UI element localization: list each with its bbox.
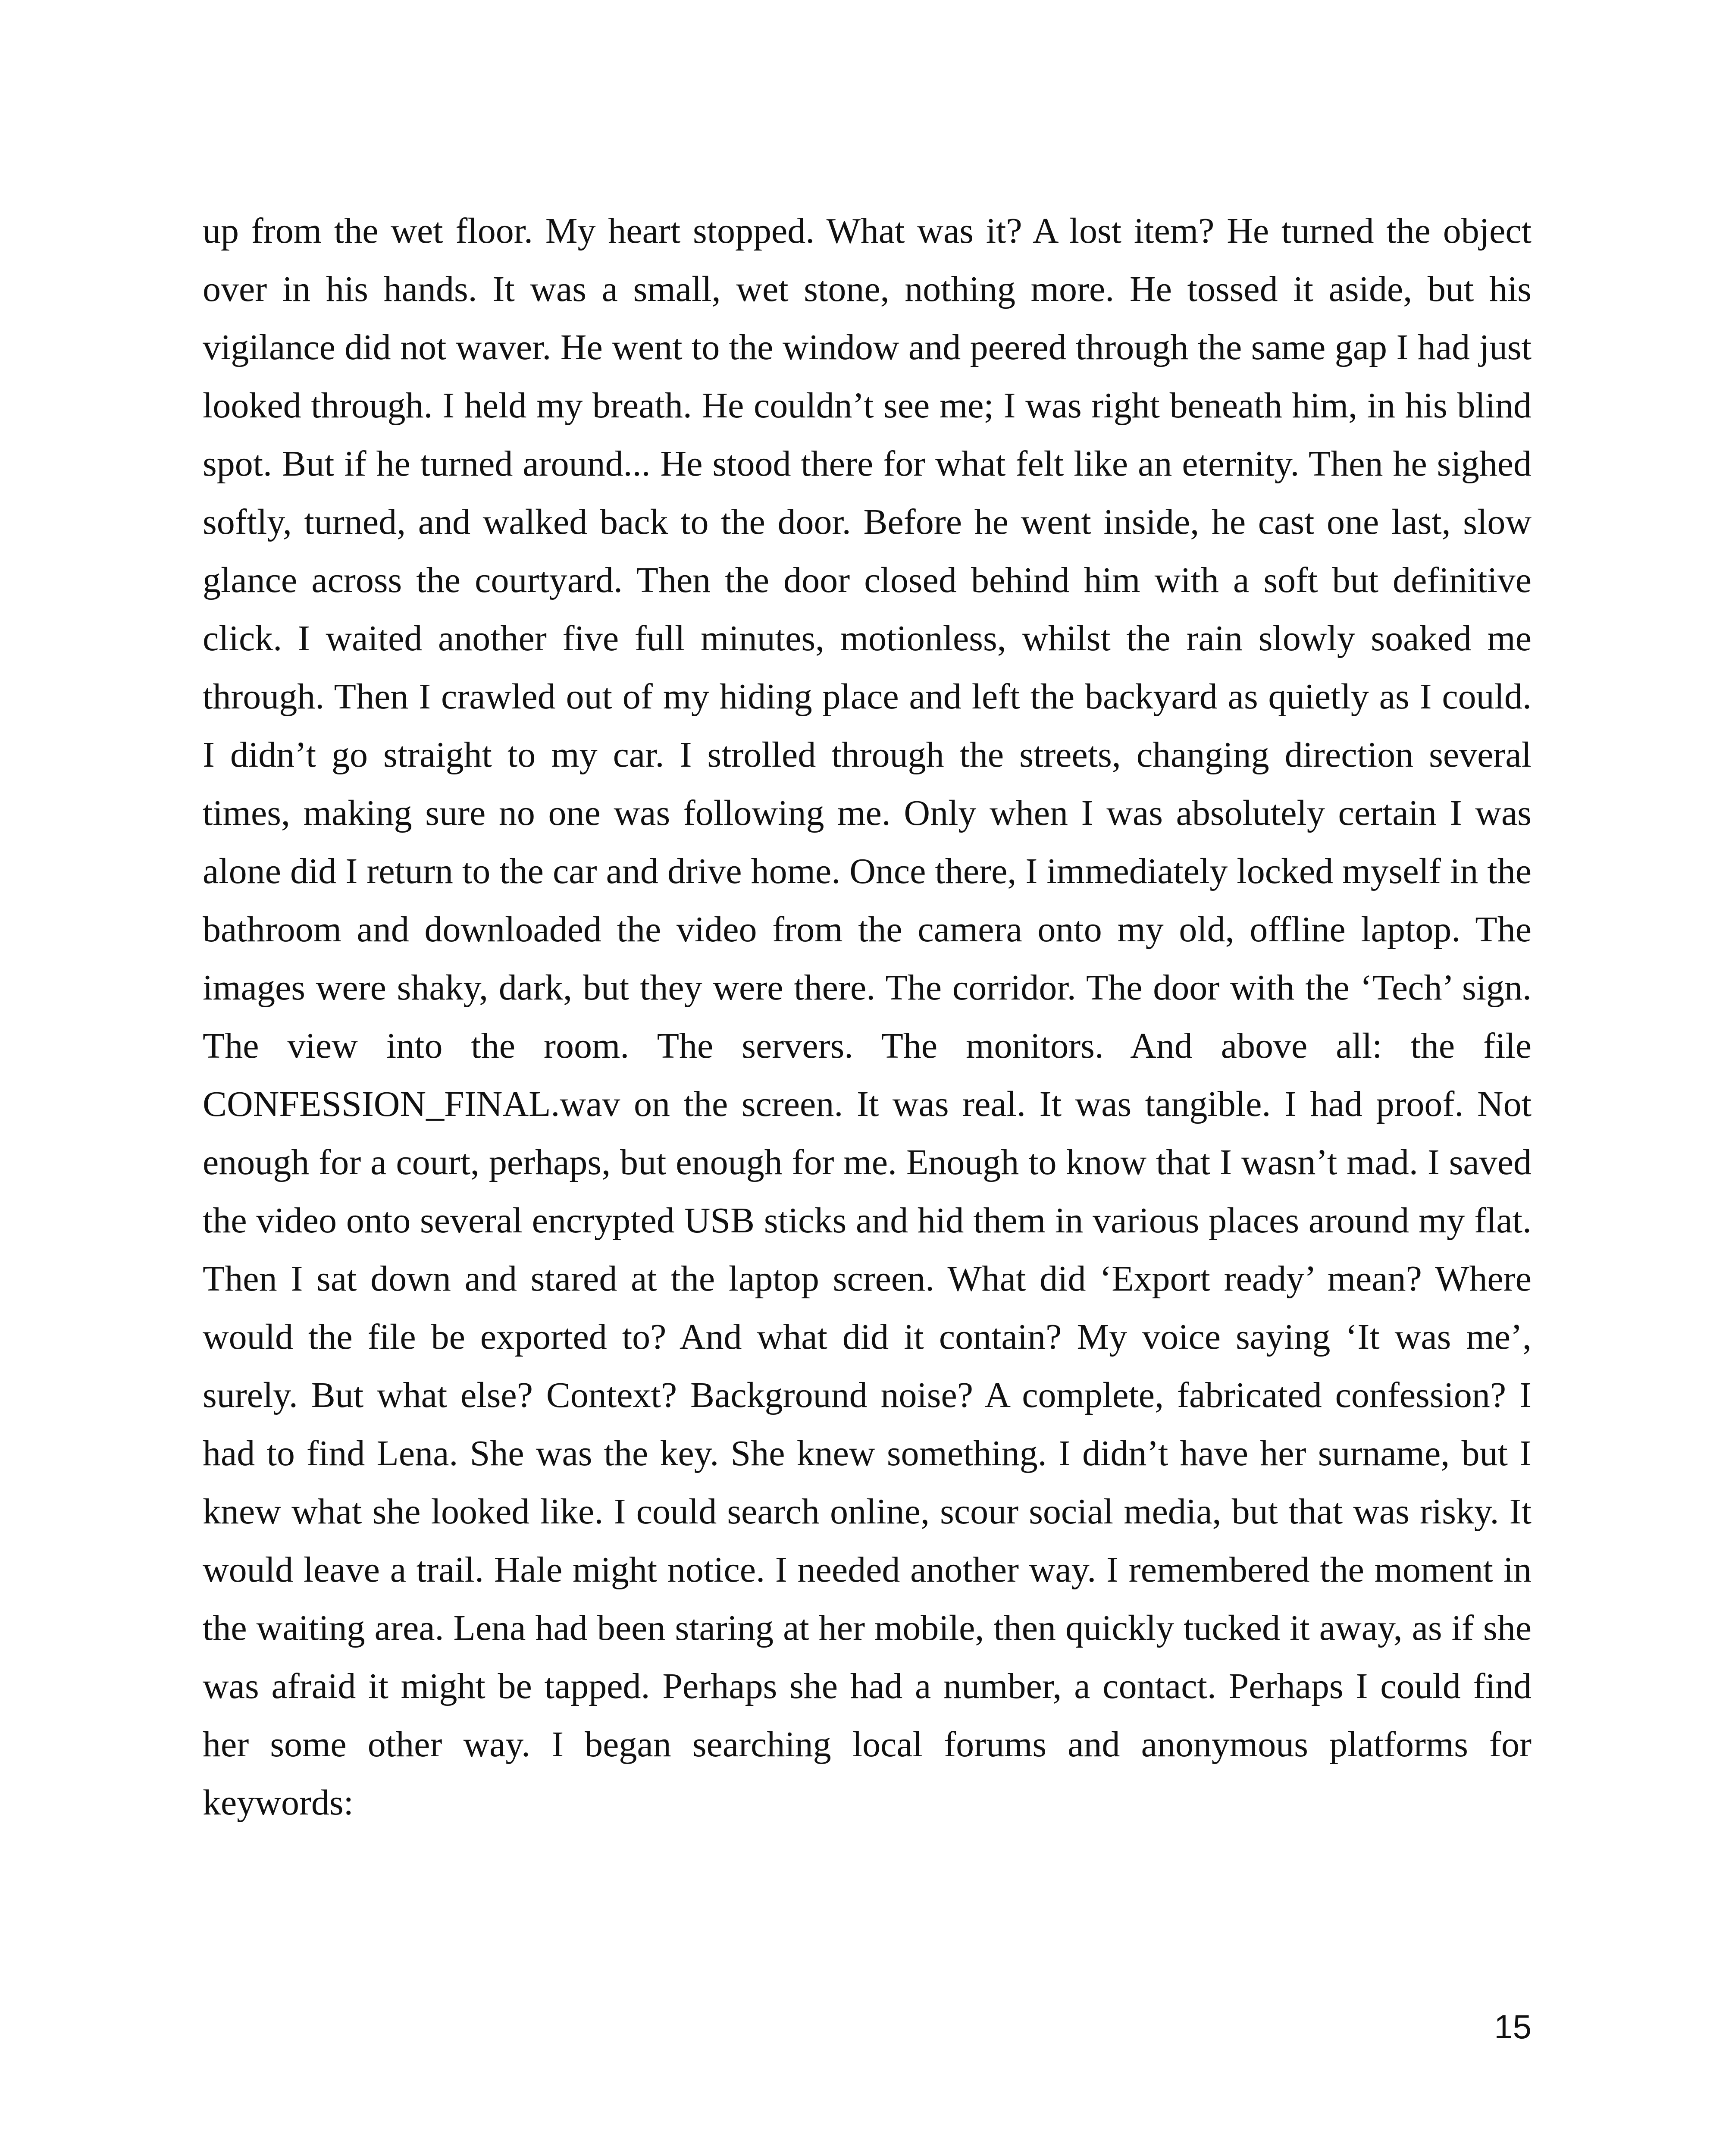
body-paragraph: up from the wet floor. My heart stopped. What was it? A lost item? He turned the object over in his hands. It was a small, wet stone, nothing more. He tossed it aside, but his vigilance did not waver. He went to the window and peered through the same gap I had just looked through. I held my breath. He couldn’t see me; I was right beneath him, in his blind spot. But if he turned around... He stood there for what felt like an eternity. Then he sighed softly, turned, and walked back to the door. Before he went inside, he cast one last, slow glance across the courtyard. Then the door closed behind him with a soft but definitive click. I waited another five full minutes, motionless, whilst the rain slowly soaked me through. Then I crawled out of my hiding place and left the backyard as quietly as I could. I didn’t go straight to my car. I strolled through the streets, changing direction several times, making sure no one was following me. Only when I was absolutely certain I was alone did I return to the car and drive home. Once there, I immediately locked myself in the bathroom and downloaded the video from the camera onto my old, offline laptop. The images were shaky, dark, but they were there. The corridor. The door with the ‘Tech’ sign. The view into the room. The servers. The monitors. And above all: the file CONFESSION_FINAL.wav on the screen. It was real. It was tangible. I had proof. Not enough for a court, perhaps, but enough for me. Enough to know that I wasn’t mad. I saved the video onto several encrypted USB sticks and hid them in various places around my flat. Then I sat down and stared at the laptop screen. What did ‘Export ready’ mean? Where would the file be exported to? And what did it contain? My voice saying ‘It was me’, surely. But what else? Context? Background noise? A complete, fabricated confession? I had to find Lena. She was the key. She knew something. I didn’t have her surname, but I knew what she looked like. I could search online, scour social media, but that was risky. It would leave a trail. Hale might notice. I needed another way. I remembered the moment in the waiting area. Lena had been staring at her mobile, then quickly tucked it away, as if she was afraid it might be tapped. Perhaps she had a number, a contact. Perhaps I could find her some other way. I began searching local forums and anonymous platforms for keywords: — [203, 211, 1532, 1823]
page-number: 15 — [1494, 2008, 1532, 2046]
